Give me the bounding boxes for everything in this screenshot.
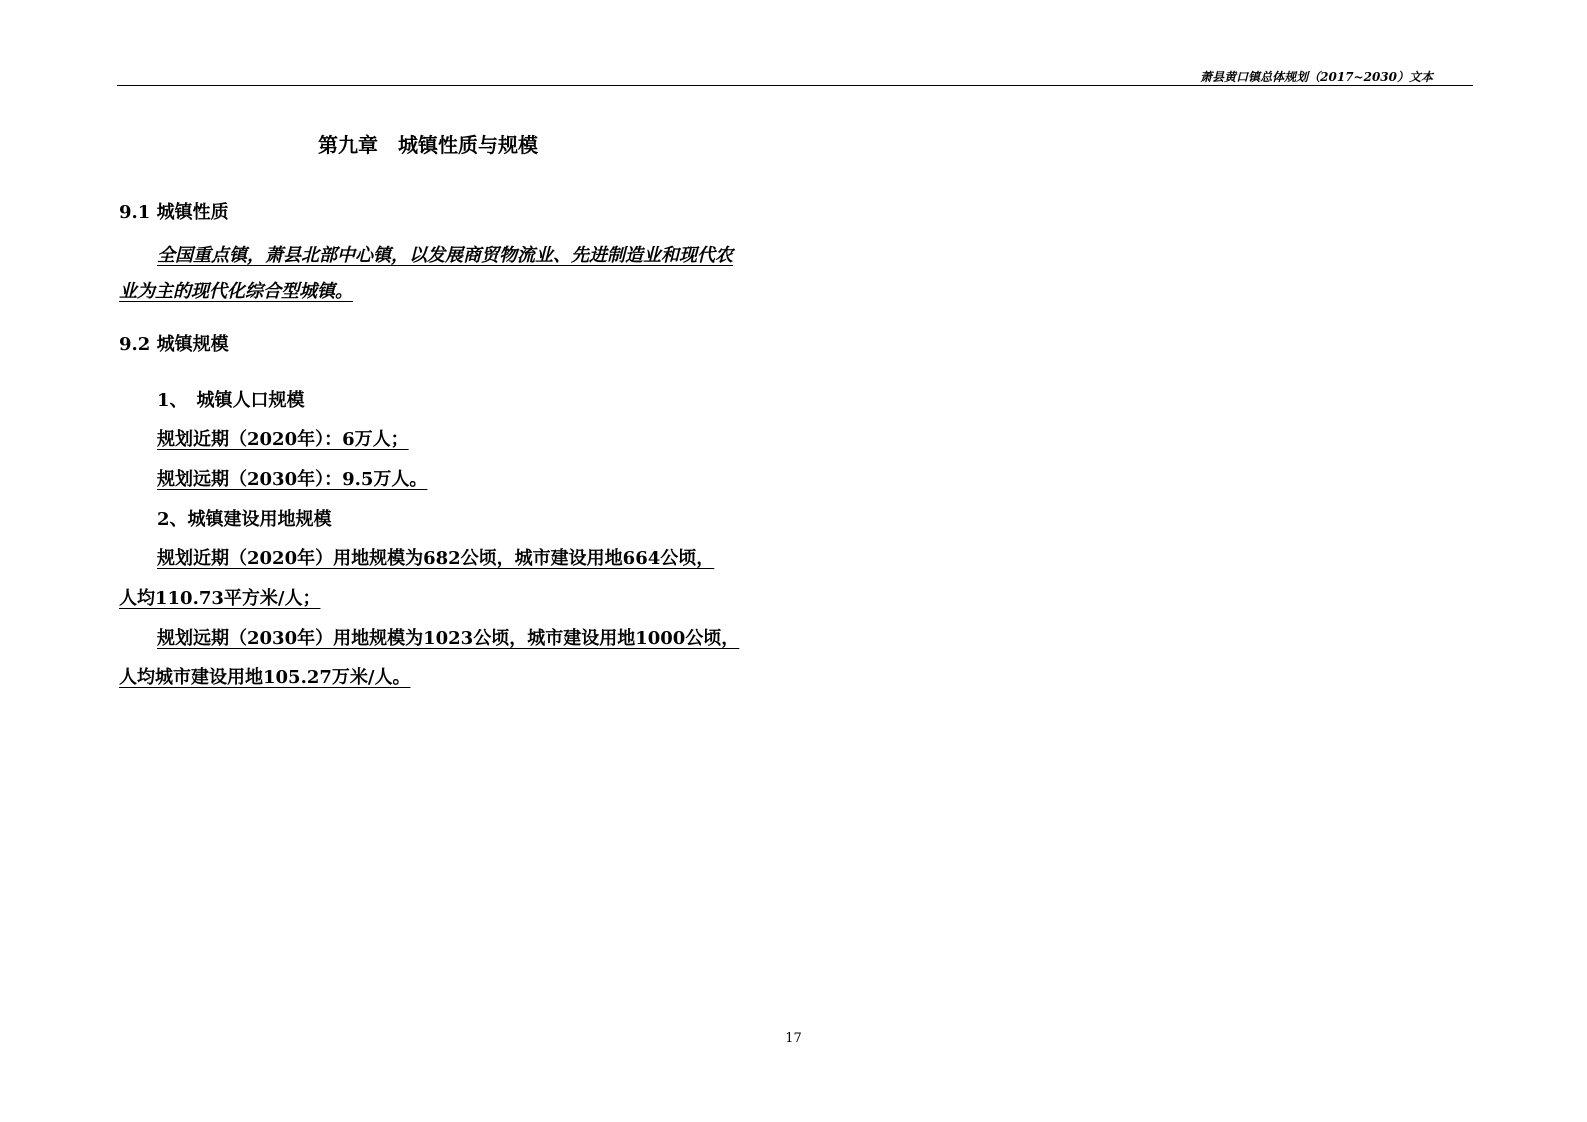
section-heading-9-2: 9.2 城镇规模 [119,334,229,355]
population-near-term: 规划近期（2020年）：6万人； [157,429,409,450]
land-near-term-line-2: 人均110.73平方米/人； [119,588,321,609]
header-divider [117,85,1473,86]
town-nature-line-2: 业为主的现代化综合型城镇。 [119,281,353,302]
chapter-title: 第九章 城镇性质与规模 [318,133,538,157]
population-scale-heading: 1、 城镇人口规模 [157,390,305,411]
document-header-title: 萧县黄口镇总体规划（2017~2030）文本 [1200,70,1433,84]
town-nature-line-1: 全国重点镇，萧县北部中心镇，以发展商贸物流业、先进制造业和现代农 [157,245,733,266]
land-long-term-line-1: 规划远期（2030年）用地规模为1023公顷，城市建设用地1000公顷， [157,628,740,649]
population-long-term: 规划远期（2030年）：9.5万人。 [157,469,428,490]
land-near-term-line-1: 规划近期（2020年）用地规模为682公顷，城市建设用地664公顷， [157,548,715,569]
section-heading-9-1: 9.1 城镇性质 [119,202,229,223]
page-number: 17 [785,1031,802,1046]
land-scale-heading: 2、城镇建设用地规模 [157,509,332,530]
land-long-term-line-2: 人均城市建设用地105.27万米/人。 [119,667,411,688]
